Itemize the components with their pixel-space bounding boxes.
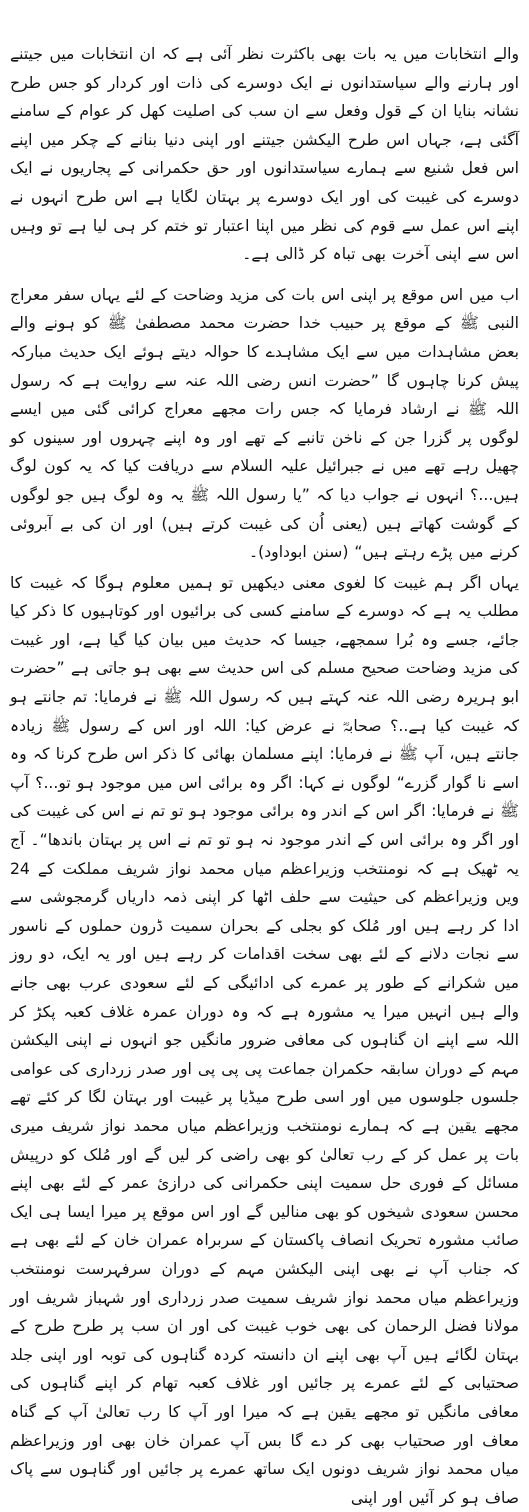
article-paragraph-3: یہاں اگر ہم غیبت کا لغوی معنی دیکھیں تو ہمیں معلوم ہوگا کہ غیبت کا مطلب یہ ہے کہ دوسرے کے سامنے کسی کی برائیوں اور کوتاہیوں کا ذکر کیا جائے، جسے وہ بُرا سمجھے، جیسا کہ حدیث میں بیان کیا گیا ہے، اور غیبت کی مزید وضاحت صحیح مسلم کی اس حدیث سے بھی ہو جاتی ہے ”حضرت ابو ہریرہ رضی اللہ عنہ کہتے ہیں کہ رسول اللہ ﷺ نے فرمایا: تم جانتے ہو کہ غیبت کیا ہے..؟ صحابہؓ نے عرض کیا: اللہ اور اس کے رسول ﷺ زیادہ جانتے ہیں، آپ ﷺ نے فرمایا: اپنے مسلمان بھائی کا ذکر اس طرح کرنا کہ وہ اسے نا گوار گزرے“ لوگوں نے کہا: اگر وہ برائی اس میں موجود ہو تو...؟ آپ ﷺ نے فرمایا: اگر اس کے اندر وہ برائی موجود ہو تو تم نے اس کی غیبت کی اور اگر وہ برائی اس کے اندر موجود نہ ہو تو تم نے اس پر بہتان باندھا“۔ آج یہ ٹھیک ہے کہ نومنتخب وزیراعظم میاں محمد نواز شریف مملکت کے 24 ویں وزیراعظم کی حیثیت سے حلف اٹھا کر اپنی ذمہ داریاں گرمجوشی سے ادا کر رہے ہیں اور مُلک کو بجلی کے بحران سمیت ڈرون حملوں کے ناسور سے نجات دلانے کے لئے بھی سخت اقدامات کر رہے ہیں اور یہ ایک، دو روز میں شکرانے کے طور پر عمرے کی ادائیگی کے لئے سعودی عرب بھی جانے والے ہیں انہیں میرا یہ مشورہ ہے کہ وہ دوران عمرہ غلاف کعبہ پکڑ کر اللہ سے اپنے ان گناہوں کی معافی ضرور مانگیں جو انہوں نے اپنی الیکشن مہم کے دوران سابقہ حکمران جماعت پی پی پی اور صدر زرداری کی عوامی جلسوں جلوسوں میں اور اسی طرح میڈیا پر غیبت اور بہتان لگا کر کئے تھے مجھے یقین ہے کہ ہمارے نومنتخب وزیراعظم میاں محمد نواز شریف میری بات پر عمل کر کے رب تعالیٰ کو بھی راضی کر لیں گے اور مُلک کو درپیش مسائل کے فوری حل سمیت اپنی حکمرانی کی درازئ عمر کے لئے بھی اپنے محسن سعودی شیخوں کو بھی منالیں گے اور اس موقع پر میرا ایسا ہی ایک صائب مشورہ تحریک انصاف پاکستان کے سربراہ عمران خان کے لئے بھی ہے کہ جناب آپ نے بھی اپنی الیکشن مہم کے دوران سرفہرست نومنتخب وزیراعظم میاں محمد نواز شریف سمیت صدر زرداری اور شہباز شریف اور مولانا فضل الرحمان کی بھی خوب غیبت کی اور ان سب پر طرح طرح کے بہتان لگائے ہیں آپ بھی اپنے ان دانستہ کردہ گناہوں کی توبہ اور اپنی جلد صحتیابی کے لئے عمرے پر جائیں اور غلاف کعبہ تھام کر اپنے گناہوں کی معافی مانگیں تو مجھے یقین ہے کہ میرا اور آپ کا رب تعالیٰ آپ کے گناہ معاف اور صحتیاب بھی کر دے گا بس آپ عمران خان بھی اور وزیراعظم میاں محمد نواز شریف دونوں ایک ساتھ عمرے پر جائیں اور گناہوں سے پاک صاف ہو کر آئیں اور اپنی [10, 573, 519, 1507]
article-paragraph-2: اب میں اس موقع پر اپنی اس بات کی مزید وضاحت کے لئے یہاں سفر معراج النبی ﷺ کے موقع پر حبیب خدا حضرت محمد مصطفیٰ ﷺ کو ہونے والے بعض مشاہدات میں سے ایک مشاہدے کا حوالہ دیتے ہوئے ایک حدیث مبارکہ پیش کرنا چاہوں گا ”حضرت انس رضی اللہ عنہ سے روایت ہے کہ رسول اللہ ﷺ نے ارشاد فرمایا کہ جس رات مجھے معراج کرائی گئی میں ایسے لوگوں پر گزرا جن کے ناخن تانبے کے تھے اور وہ اپنے چہروں اور سینوں کو چھیل رہے تھے میں نے جبرائیل علیہ السلام سے دریافت کیا کہ یہ کون لوگ ہیں...؟ انہوں نے جواب دیا کہ ”یا رسول اللہ ﷺ یہ وہ لوگ ہیں جو لوگوں کے گوشت کھاتے ہیں (یعنی اُن کی غیبت کرتے ہیں) اور ان کی بے آبروئی کرنے میں پڑے رہتے ہیں“ (سنن ابوداود)۔ [10, 285, 519, 562]
article-paragraph-1: والے انتخابات میں یہ بات بھی باکثرت نظر آئی ہے کہ ان انتخابات میں جیتنے اور ہارنے والے سیاستدانوں نے ایک دوسرے کی ذات اور کردار کو جس طرح نشانہ بنایا ان کے قول وفعل سے ان سب کی اصلیت کھل کر عوام کے سامنے آگئی ہے، جہاں اس طرح الیکشن جیتنے اور اپنی دنیا بنانے کے چکر میں اپنے اس فعل شنیع سے ہمارے سیاستدانوں اور حق حکمرانی کے پجاریوں نے ایک دوسرے کی غیبت کی اور ایک دوسرے پر بہتان لگایا ہے اس طرح انہوں نے اپنے اس عمل سے قوم کی نظر میں اپنا اعتبار تو ختم کر ہی لیا ہے تو وہیں اس سے اپنی آخرت بھی تباہ کر ڈالی ہے۔ [10, 45, 519, 264]
